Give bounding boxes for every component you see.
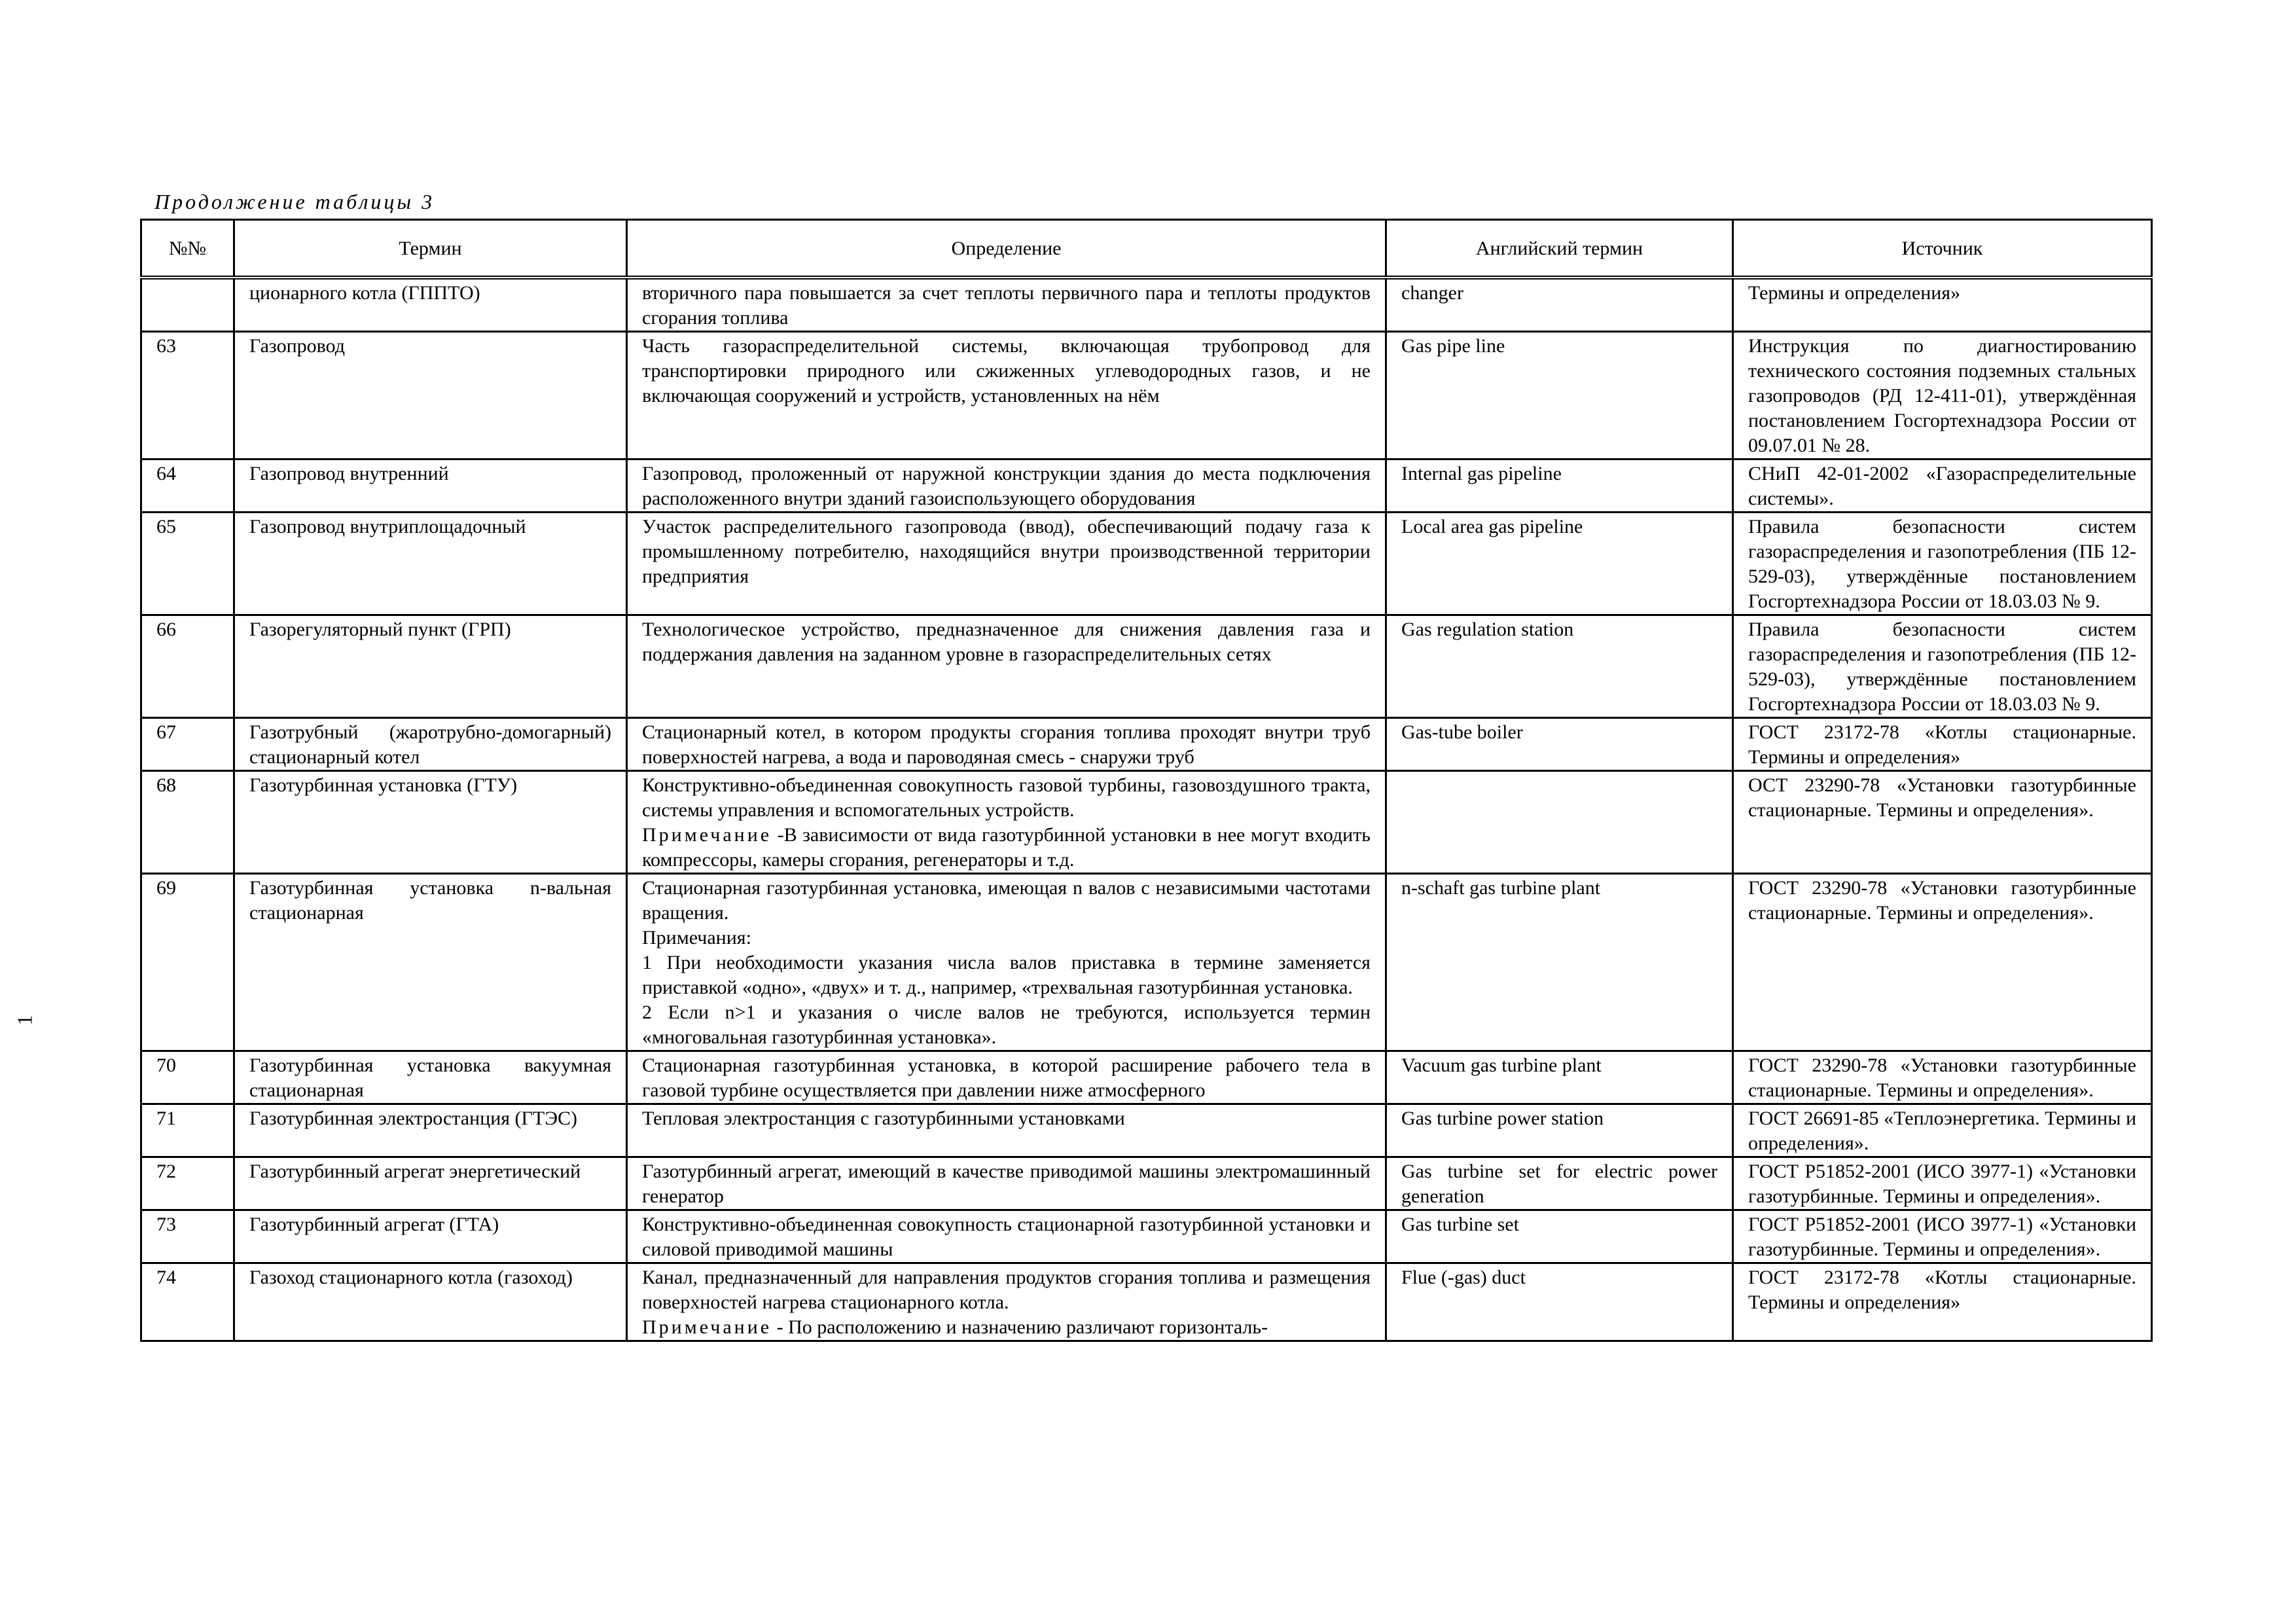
side-page-number: 1: [12, 1015, 37, 1026]
row-definition: Тепловая электростанция с газотурбинными установками: [627, 1104, 1386, 1157]
note-text: -В зависимости от вида газотурбинной установки в нее могут входить компрессоры, камеры сгорания, регенераторы и т.д.: [642, 824, 1371, 871]
definition-text: Стационарная газотурбинная установка, имеющая n валов с независимыми частотами вращения.: [642, 877, 1371, 924]
row-definition: Часть газораспределительной системы, включающая трубопровод для транспортировки природного или сжиженных углеводородных газов, и не включающая сооружений и устройств, установленных на нём: [627, 332, 1386, 460]
definition-text: Канал, предназначенный для направления продуктов сгорания топлива и размещения поверхностей нагрева стационарного котла.: [642, 1267, 1371, 1313]
row-term: Газотурбинная установка (ГТУ): [234, 771, 627, 874]
row-source: ГОСТ 23172-78 «Котлы стационарные. Термины и определения»: [1733, 718, 2152, 771]
row-source: ГОСТ Р51852-2001 (ИСО 3977-1) «Установки газотурбинные. Термины и определения».: [1733, 1157, 2152, 1210]
row-definition: [627, 771, 1386, 874]
table-row: [141, 718, 2152, 771]
row-term: Газотурбинная электростанция (ГТЭС): [234, 1104, 627, 1157]
row-source: СНиП 42-01-2002 «Газораспределительные системы».: [1733, 460, 2152, 513]
row-number: 69: [141, 874, 234, 1051]
table-row: [141, 460, 2152, 513]
row-definition: Технологическое устройство, предназначенное для снижения давления газа и поддержания давления на заданном уровне в газораспределительных сетях: [627, 615, 1386, 718]
note-text: - По расположению и назначению различают горизонталь-: [772, 1316, 1268, 1338]
row-number: 70: [141, 1051, 234, 1104]
row-definition: [627, 1263, 1386, 1341]
row-number: 73: [141, 1210, 234, 1263]
table-caption: Продолжение таблицы 3: [154, 190, 435, 213]
row-source: ГОСТ 23172-78 «Котлы стационарные. Термины и определения»: [1733, 1263, 2152, 1341]
row-english-term: Vacuum gas turbine plant: [1386, 1051, 1733, 1104]
row-term: Газотрубный (жаротрубно-домогарный) стационарный котел: [234, 718, 627, 771]
table-row: [141, 771, 2152, 874]
row-english-term: Gas regulation station: [1386, 615, 1733, 718]
note-label: Примечание: [642, 824, 772, 846]
row-english-term: n-schaft gas turbine plant: [1386, 874, 1733, 1051]
row-english-term: changer: [1386, 278, 1733, 332]
note-2: 2 Если n>1 и указания о числе валов не требуются, используется термин «многовальная газотурбинная установка».: [642, 1001, 1371, 1048]
row-term: Газотурбинный агрегат (ГТА): [234, 1210, 627, 1263]
note-label: Примечание: [642, 1316, 772, 1338]
row-source: Правила безопасности систем газораспределения и газопотребления (ПБ 12-529-03), утверждённые постановлением Госгортехнадзора России от 18.03.03 № 9.: [1733, 615, 2152, 718]
row-number: 65: [141, 513, 234, 615]
row-term: Газотурбинная установка вакуумная стационарная: [234, 1051, 627, 1104]
row-source: Термины и определения»: [1733, 278, 2152, 332]
row-definition: [627, 874, 1386, 1051]
row-definition: Газотурбинный агрегат, имеющий в качестве приводимой машины электромашинный генератор: [627, 1157, 1386, 1210]
header-english-term: Английский термин: [1386, 220, 1733, 278]
row-term: Газоход стационарного котла (газоход): [234, 1263, 627, 1341]
table-row: [141, 1210, 2152, 1263]
terms-table: [140, 219, 2153, 1342]
row-english-term: Local area gas pipeline: [1386, 513, 1733, 615]
row-source: ГОСТ 26691-85 «Теплоэнергетика. Термины и определения».: [1733, 1104, 2152, 1157]
table-row: [141, 513, 2152, 615]
row-number: 71: [141, 1104, 234, 1157]
row-number: 68: [141, 771, 234, 874]
row-english-term: Gas turbine set: [1386, 1210, 1733, 1263]
header-definition: Определение: [627, 220, 1386, 278]
row-definition: вторичного пара повышается за счет теплоты первичного пара и теплоты продуктов сгорания топлива: [627, 278, 1386, 332]
row-term: Газопровод внутриплощадочный: [234, 513, 627, 615]
row-term: ционарного котла (ГППТО): [234, 278, 627, 332]
table-header-row: [141, 220, 2152, 278]
table-row: [141, 1157, 2152, 1210]
row-number: 74: [141, 1263, 234, 1341]
row-number: 72: [141, 1157, 234, 1210]
row-number: [141, 278, 234, 332]
table-row: [141, 332, 2152, 460]
row-english-term: Internal gas pipeline: [1386, 460, 1733, 513]
definition-text: Конструктивно-объединенная совокупность газовой турбины, газовоздушного тракта, системы управления и вспомогательных устройств.: [642, 774, 1371, 821]
row-definition: Стационарный котел, в котором продукты сгорания топлива проходят внутри труб поверхностей нагрева, а вода и пароводяная смесь - снаружи труб: [627, 718, 1386, 771]
header-number: №№: [141, 220, 234, 278]
row-source: Инструкция по диагностированию технического состояния подземных стальных газопроводов (РД 12-411-01), утверждённая постановлением Госгортехнадзора России от 09.07.01 № 28.: [1733, 332, 2152, 460]
row-number: 66: [141, 615, 234, 718]
row-source: Правила безопасности систем газораспределения и газопотребления (ПБ 12-529-03), утверждённые постановлением Госгортехнадзора России от 18.03.03 № 9.: [1733, 513, 2152, 615]
row-definition: Газопровод, проложенный от наружной конструкции здания до места подключения расположенного внутри зданий газоиспользующего оборудования: [627, 460, 1386, 513]
row-number: 67: [141, 718, 234, 771]
note-1: 1 При необходимости указания числа валов приставка в термине заменяется приставкой «одно», «двух» и т. д., например, «трехвальная газотурбинная установка.: [642, 952, 1371, 998]
row-definition: Участок распределительного газопровода (ввод), обеспечивающий подачу газа к промышленному потребителю, находящийся внутри производственной территории предприятия: [627, 513, 1386, 615]
row-english-term: Flue (-gas) duct: [1386, 1263, 1733, 1341]
table-row: [141, 615, 2152, 718]
header-source: Источник: [1733, 220, 2152, 278]
row-definition: Стационарная газотурбинная установка, в которой расширение рабочего тела в газовой турбине осуществляется при давлении ниже атмосферного: [627, 1051, 1386, 1104]
row-definition: Конструктивно-объединенная совокупность стационарной газотурбинной установки и силовой приводимой машины: [627, 1210, 1386, 1263]
row-number: 63: [141, 332, 234, 460]
row-term: Газотурбинная установка n-вальная стационарная: [234, 874, 627, 1051]
table-row: [141, 1104, 2152, 1157]
row-english-term: Gas-tube boiler: [1386, 718, 1733, 771]
row-term: Газопровод: [234, 332, 627, 460]
row-source: ГОСТ Р51852-2001 (ИСО 3977-1) «Установки газотурбинные. Термины и определения».: [1733, 1210, 2152, 1263]
table-row: [141, 278, 2152, 332]
table-row: [141, 874, 2152, 1051]
row-english-term: Gas turbine set for electric power generation: [1386, 1157, 1733, 1210]
row-term: Газорегуляторный пункт (ГРП): [234, 615, 627, 718]
row-source: ОСТ 23290-78 «Установки газотурбинные стационарные. Термины и определения».: [1733, 771, 2152, 874]
row-english-term: Gas pipe line: [1386, 332, 1733, 460]
row-english-term: [1386, 771, 1733, 874]
row-term: Газопровод внутренний: [234, 460, 627, 513]
row-number: 64: [141, 460, 234, 513]
table-row: [141, 1263, 2152, 1341]
table-row: [141, 1051, 2152, 1104]
header-term: Термин: [234, 220, 627, 278]
row-english-term: Gas turbine power station: [1386, 1104, 1733, 1157]
notes-heading: Примечания:: [642, 927, 751, 948]
row-source: ГОСТ 23290-78 «Установки газотурбинные стационарные. Термины и определения».: [1733, 1051, 2152, 1104]
row-term: Газотурбинный агрегат энергетический: [234, 1157, 627, 1210]
row-source: ГОСТ 23290-78 «Установки газотурбинные стационарные. Термины и определения».: [1733, 874, 2152, 1051]
